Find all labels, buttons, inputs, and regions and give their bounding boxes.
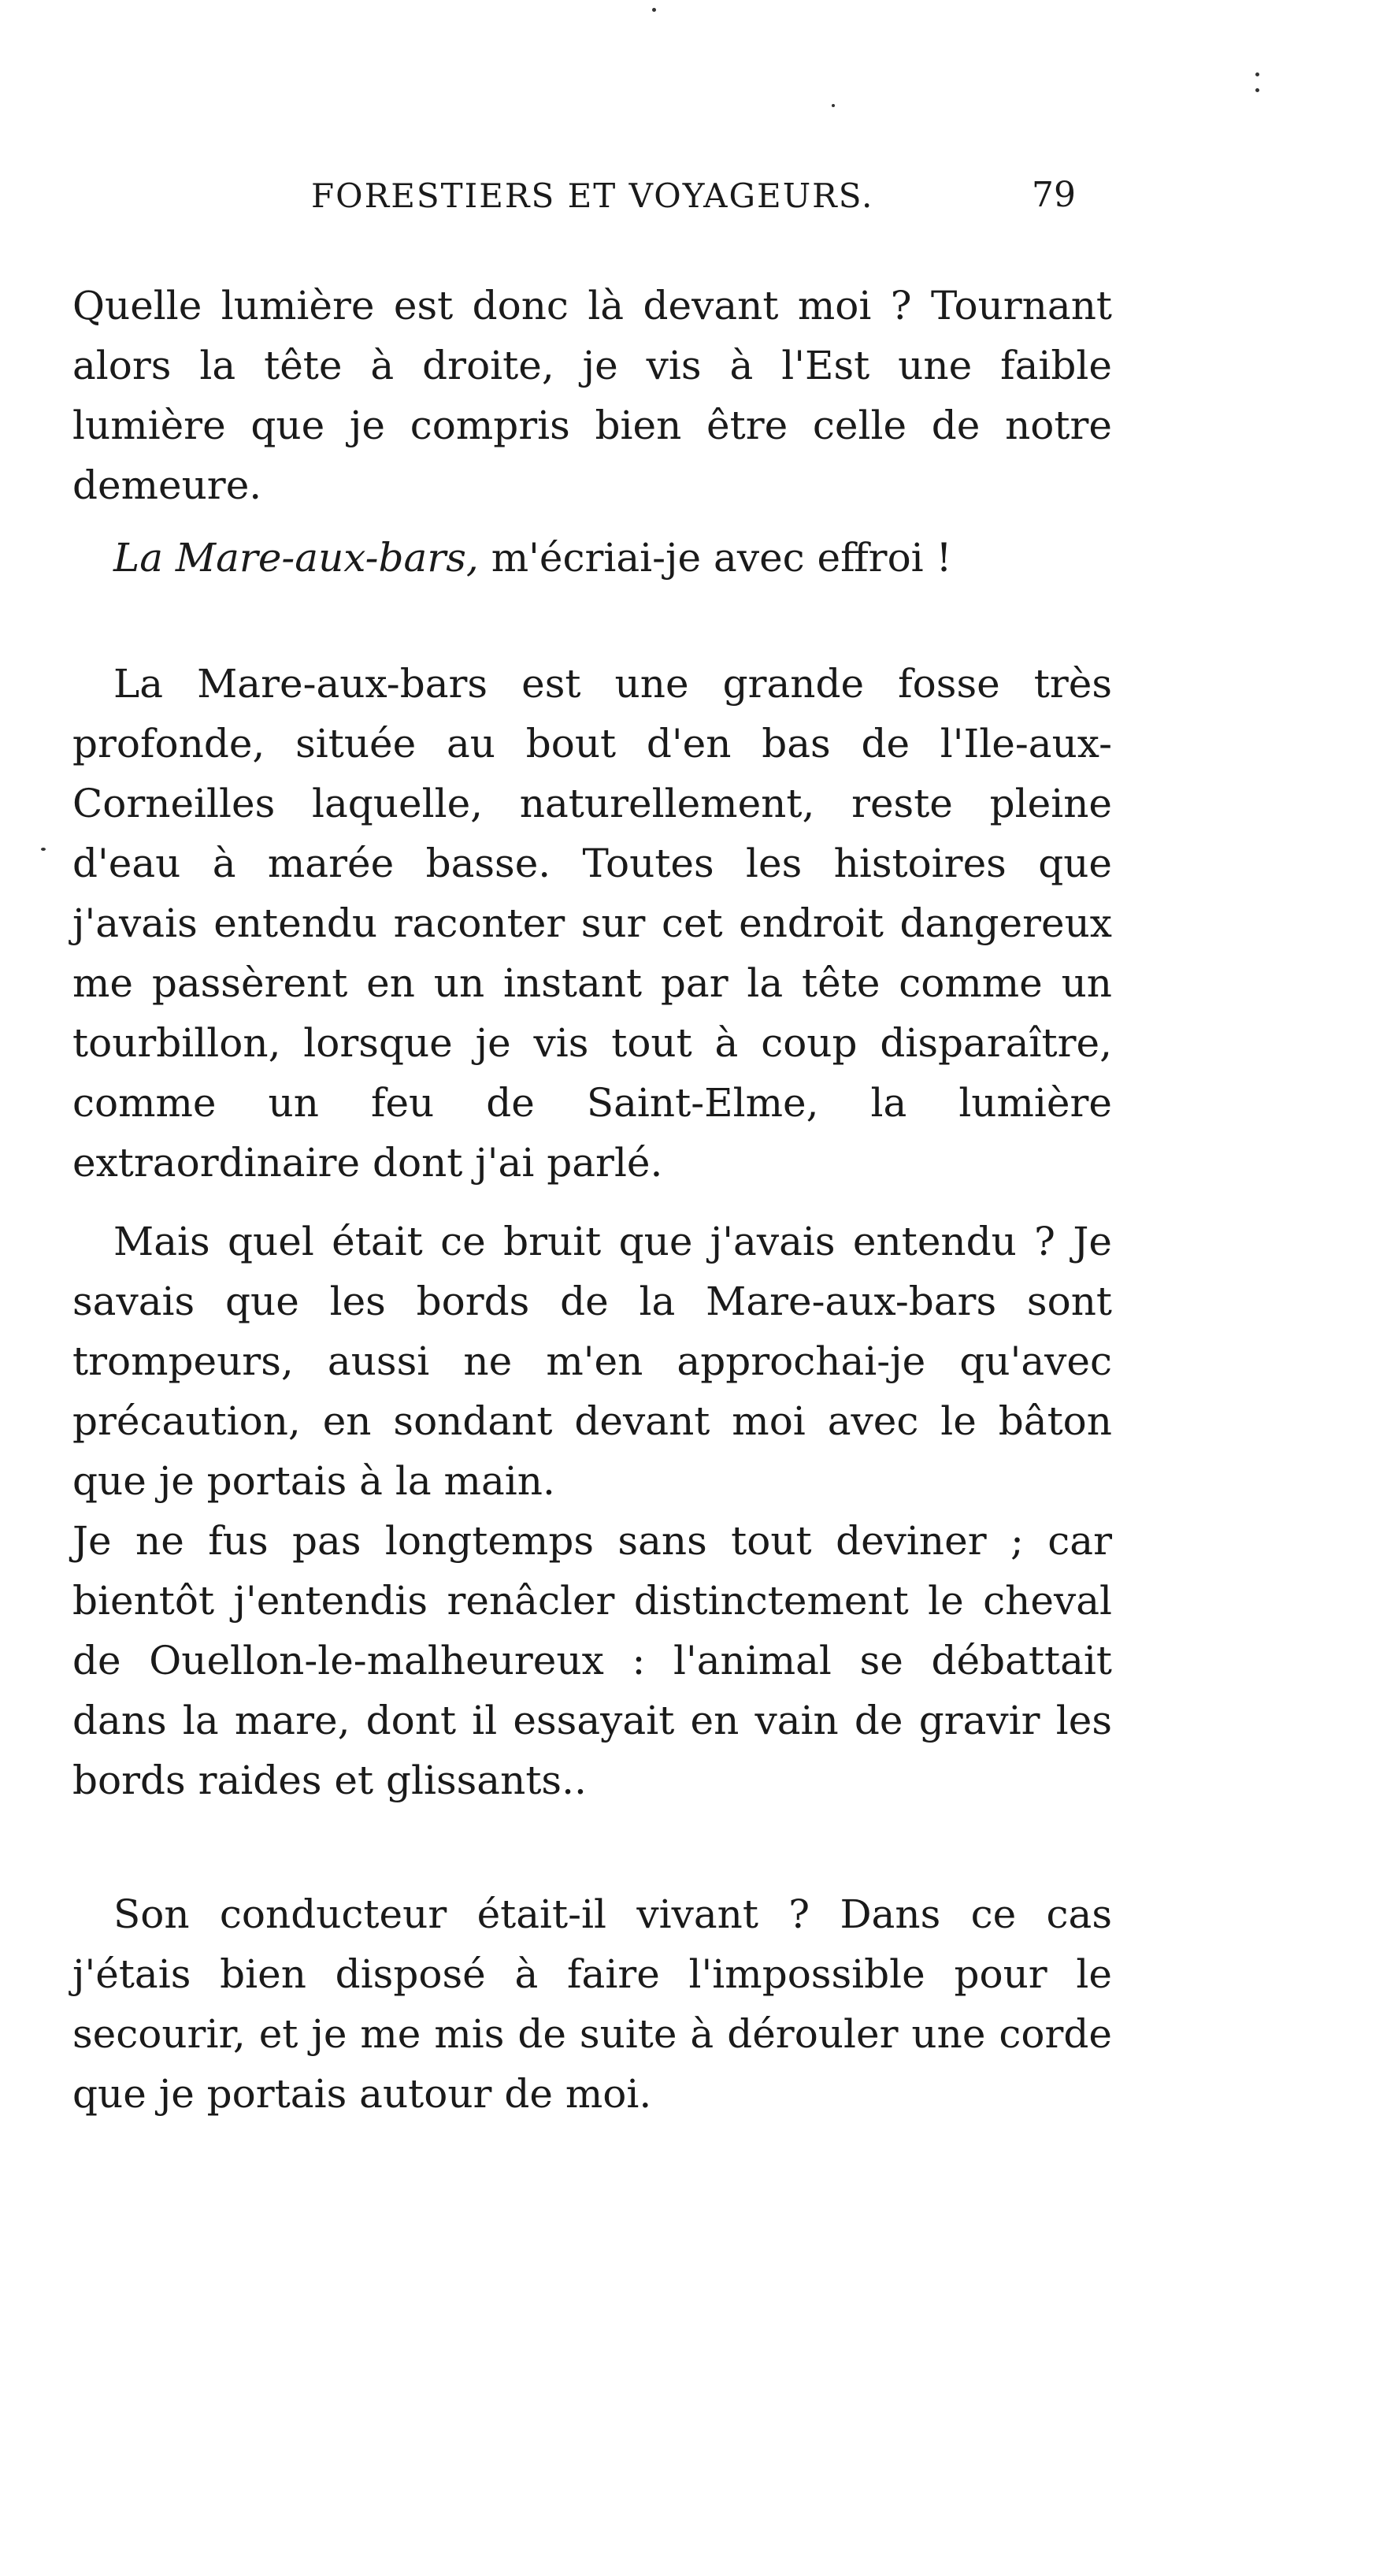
paragraph-5: [72, 1511, 1112, 1810]
print-speck: [1255, 72, 1259, 76]
page-number: 79: [1032, 175, 1076, 215]
paragraph-1-text: Quelle lumière est donc là devant moi ? Tournant alors la tête à droite, je vis à l'Est une faible lumière que je compris bien être celle de notre demeure.: [72, 283, 1112, 508]
print-speck: [1255, 88, 1259, 92]
paragraph-3: [72, 654, 1112, 1193]
print-speck: [832, 104, 835, 107]
paragraph-1: [72, 276, 1112, 515]
print-speck: [652, 8, 656, 12]
exclamation-text: m'écriai-je avec effroi !: [478, 535, 952, 581]
paragraph-2: [72, 528, 1112, 588]
paragraph-4: [72, 1212, 1112, 1511]
paragraph-6: [72, 1884, 1112, 2124]
running-title: FORESTIERS ET VOYAGEURS.: [311, 176, 874, 215]
paragraph-4-text: Mais quel était ce bruit que j'avais entendu ? Je savais que les bords de la Mare-aux-bars sont trompeurs, aussi ne m'en approchai-je qu'avec précaution, en sondant devant moi avec le bâton que je portais à la main.: [72, 1219, 1112, 1504]
paragraph-6-text: Son conducteur était-il vivant ? Dans ce cas j'étais bien disposé à faire l'impossible pour le secourir, et je me mis de suite à dérouler une corde que je portais autour de moi.: [72, 1891, 1112, 2117]
place-name-italic: La Mare-aux-bars,: [113, 535, 479, 581]
paragraph-3-text: La Mare-aux-bars est une grande fosse très profonde, située au bout d'en bas de l'Ile-aux-Corneilles laquelle, naturellement, reste pleine d'eau à marée basse. Toutes les histoires que j'avais entendu raconter sur cet endroit dangereux me passèrent en un instant par la tête comme un tourbillon, lorsque je vis tout à coup disparaître, comme un feu de Saint-Elme, la lumière extraordinaire dont j'ai parlé.: [72, 661, 1112, 1186]
paragraph-5-text: Je ne fus pas longtemps sans tout deviner ; car bientôt j'entendis renâcler distinctement le cheval de Ouellon-le-malheureux : l'animal se débattait dans la mare, dont il essayait en vain de gravir les bords raides et glissants..: [72, 1518, 1112, 1803]
print-speck: [41, 848, 46, 851]
